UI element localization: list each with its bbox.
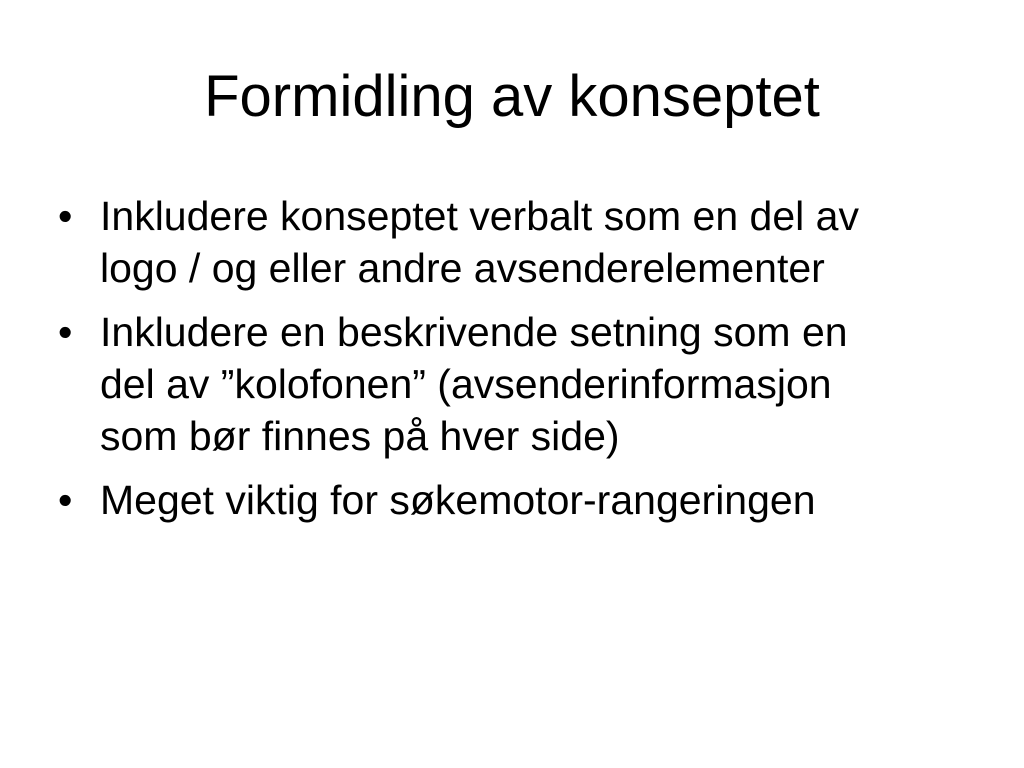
bullet-marker: • bbox=[58, 477, 73, 523]
bullet-text-line: Meget viktig for søkemotor-rangeringen bbox=[100, 477, 816, 523]
bullet-item bbox=[58, 306, 958, 462]
bullet-text-line: Inkludere konseptet verbalt som en del av bbox=[100, 193, 859, 239]
bullet-list bbox=[58, 190, 958, 538]
bullet-item bbox=[58, 474, 958, 526]
slide-title: Formidling av konseptet bbox=[204, 64, 820, 129]
bullet-marker: • bbox=[58, 193, 73, 239]
bullet-text-line: del av ”kolofonen” (avsenderinformasjon bbox=[100, 361, 832, 407]
bullet-text-line: som bør finnes på hver side) bbox=[100, 413, 620, 459]
bullet-text-line: logo / og eller andre avsenderelementer bbox=[100, 245, 825, 291]
bullet-item bbox=[58, 190, 958, 294]
bullet-text-line: Inkludere en beskrivende setning som en bbox=[100, 309, 848, 355]
bullet-marker: • bbox=[58, 309, 73, 355]
